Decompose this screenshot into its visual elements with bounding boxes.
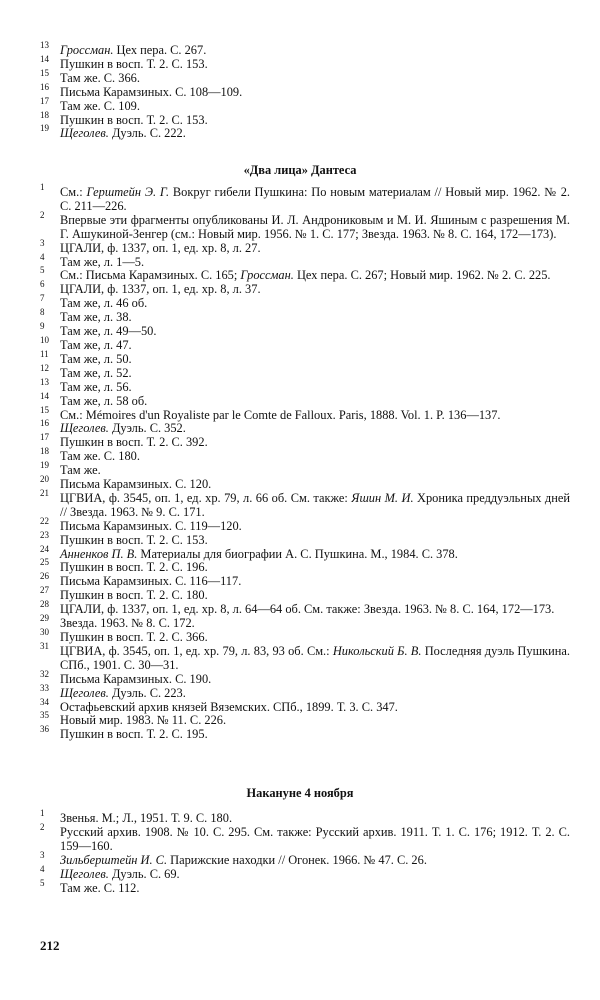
note-text-part: Письма Карамзиных. С. 108—109. (60, 84, 243, 99)
note-author-italic: Анненков П. В. (60, 546, 138, 561)
note-item (40, 334, 570, 353)
note-number: 4 (40, 863, 45, 874)
note-item (40, 474, 570, 492)
note-item (40, 81, 570, 100)
note-number: 18 (40, 446, 49, 457)
note-item (40, 53, 570, 72)
note-text-part: Пушкин в восп. Т. 2. С. 392. (60, 435, 208, 450)
note-number: 16 (40, 81, 49, 92)
note-text (60, 269, 570, 283)
note-text (60, 492, 570, 520)
note-item (40, 877, 570, 896)
note-text-part: Пушкин в восп. Т. 2. С. 180. (60, 588, 208, 603)
note-number: 19 (40, 123, 49, 134)
note-number: 27 (40, 585, 49, 596)
note-text-part: Звезда. 1963. № 8. С. 172. (60, 616, 195, 631)
note-text-part: Там же, л. 52. (60, 365, 132, 380)
note-text (60, 561, 570, 575)
notes-list-continued (40, 40, 570, 141)
note-number: 7 (40, 293, 45, 304)
note-author-italic: Зильберштейн И. С. (60, 852, 168, 867)
note-text-part: Остафьевский архив князей Вяземских. СПб., 1899. Т. 3. С. 347. (60, 699, 398, 714)
note-text (60, 631, 570, 645)
note-text-part: ЦГАЛИ, ф. 1337, оп. 1, ед. хр. 8, л. 37. (60, 282, 261, 297)
note-number: 26 (40, 571, 49, 582)
note-text (60, 100, 570, 114)
note-text-part: Пушкин в восп. Т. 2. С. 153. (60, 56, 208, 71)
note-item (40, 571, 570, 589)
note-number: 5 (40, 877, 45, 888)
note-item (40, 446, 570, 464)
note-item (40, 640, 571, 673)
note-text-part: Цех пера. С. 267; Новый мир. 1962. № 2. С. 225. (293, 268, 551, 283)
note-number: 25 (40, 557, 49, 568)
note-number: 6 (40, 279, 45, 290)
note-number: 19 (40, 460, 49, 471)
note-text (60, 645, 570, 673)
note-text (60, 534, 570, 548)
note-text-part: Там же, л. 58 об. (60, 393, 148, 408)
note-item (40, 418, 570, 436)
note-text-part: Дуэль. С. 69. (108, 866, 180, 881)
note-item (40, 585, 570, 603)
note-text (60, 478, 570, 492)
note-text-part: Дуэль. С. 222. (108, 126, 186, 141)
note-item (40, 599, 570, 617)
note-item (40, 863, 570, 882)
note-item (40, 348, 570, 367)
note-text (60, 72, 570, 86)
note-author-italic: Щеголев. (60, 685, 109, 700)
note-text (60, 812, 570, 826)
note-text (60, 381, 570, 395)
note-text-part: Там же, л. 46 об. (60, 296, 148, 311)
note-number: 29 (40, 613, 49, 624)
note-item (40, 724, 570, 742)
note-text (60, 325, 570, 339)
note-item (40, 543, 570, 562)
note-author-italic: Щеголев. (60, 126, 109, 141)
note-item (40, 432, 570, 450)
note-number: 15 (40, 404, 49, 415)
note-text (60, 297, 570, 311)
note-text-part: Парижские находки // Огонек. 1966. № 47. С. 26. (167, 852, 427, 867)
note-text (60, 548, 570, 562)
note-number: 3 (40, 237, 45, 248)
note-item (40, 265, 570, 283)
note-text-part: См.: (60, 185, 87, 199)
note-text-part: Там же, л. 56. (60, 379, 132, 394)
note-text (60, 367, 570, 381)
note-number: 17 (40, 95, 49, 106)
note-text (60, 127, 570, 141)
note-item (40, 849, 570, 868)
note-text (60, 714, 570, 728)
note-item (40, 821, 570, 854)
note-item (40, 321, 570, 339)
note-text (60, 311, 570, 325)
note-item (40, 362, 570, 381)
note-number: 4 (40, 251, 45, 262)
note-text (60, 214, 570, 242)
note-text-part: Там же, л. 47. (60, 337, 132, 352)
note-text (60, 283, 570, 297)
note-text (60, 701, 570, 715)
note-item (40, 182, 571, 214)
note-item (40, 390, 570, 409)
note-text-part: Там же, л. 1—5. (60, 254, 145, 269)
note-author-italic: Герштейн Э. Г. (86, 185, 170, 199)
note-item (40, 613, 570, 631)
note-text-part: ЦГАЛИ, ф. 1337, оп. 1, ед. хр. 8, л. 64—64 об. См. также: Звезда. 1963. № 8. С. 164, 172—173. (60, 602, 555, 617)
note-item (40, 529, 570, 548)
section-title-dantes: «Два лица» Дантеса (243, 163, 357, 177)
note-item (40, 696, 570, 715)
note-author-italic: Яшин М. И. (351, 490, 414, 505)
note-number: 10 (40, 334, 49, 345)
note-item (40, 209, 570, 242)
note-item (40, 460, 570, 478)
note-number: 35 (40, 710, 49, 721)
note-text (60, 882, 570, 896)
note-text (60, 464, 570, 478)
note-text-part: Впервые эти фрагменты опубликованы И. Л. Андрониковым и М. И. Яшиным с разрешения М. Г. Ашукиной-Зенгер (см.: Новый мир. 1956. № 1. С. 177; Звезда. 1963. № 8. С. 164, 172—173). (60, 212, 570, 241)
note-text (60, 242, 570, 256)
note-item (40, 109, 570, 128)
note-text (60, 422, 570, 436)
note-number: 13 (40, 40, 49, 50)
note-text (60, 395, 570, 409)
note-text-part: Пушкин в восп. Т. 2. С. 366. (60, 630, 208, 644)
note-text (60, 353, 570, 367)
note-text-part: Пушкин в восп. Т. 2. С. 196. (60, 560, 208, 575)
note-item (40, 67, 570, 86)
note-text (60, 436, 570, 450)
note-number: 28 (40, 599, 49, 610)
note-number: 33 (40, 682, 49, 693)
section-title-nakanune: Накануне 4 ноября (246, 786, 354, 800)
note-item (40, 557, 570, 575)
note-text (60, 450, 570, 464)
note-text-part: Там же. С. 109. (60, 98, 140, 113)
note-number: 23 (40, 529, 49, 540)
note-text-part: ЦГВИА, ф. 3545, оп. 1, ед. хр. 79, л. 66 об. См. также: (60, 490, 352, 505)
note-text-part: Письма Карамзиных. С. 116—117. (60, 574, 242, 589)
note-text-part: Письма Карамзиных. С. 190. (60, 671, 212, 686)
note-item (40, 251, 570, 270)
note-item (40, 682, 570, 701)
note-text-part: См.: Письма Карамзиных. С. 165; (60, 268, 241, 283)
note-number: 8 (40, 307, 45, 318)
note-text (60, 575, 570, 589)
note-number: 1 (40, 182, 45, 192)
note-item (40, 123, 570, 141)
notes-list-dantes (40, 182, 571, 742)
note-text-part: Хроника преддуэльных дней // Звезда. 1963. № 9. С. 171. (60, 490, 570, 519)
note-item (40, 293, 570, 311)
note-number: 22 (40, 515, 49, 526)
note-item (40, 487, 570, 520)
note-text-part: Пушкин в восп. Т. 2. С. 195. (60, 727, 208, 742)
note-number: 9 (40, 321, 45, 332)
note-number: 31 (40, 640, 49, 651)
note-number: 24 (40, 543, 49, 554)
page-number: 212 (40, 938, 60, 953)
note-item (40, 40, 570, 58)
note-number: 14 (40, 390, 49, 401)
note-text (60, 256, 570, 270)
note-text (60, 728, 570, 742)
note-item (40, 237, 570, 256)
note-text-part: Пушкин в восп. Т. 2. С. 153. (60, 112, 208, 127)
note-text (60, 114, 570, 128)
note-author-italic: Гроссман. (240, 268, 294, 283)
note-number: 30 (40, 627, 49, 637)
note-text-part: Русский архив. 1908. № 10. С. 295. См. также: Русский архив. 1911. Т. 1. С. 176; 1912. Т. 2. С. 159—160. (60, 824, 570, 853)
note-text-part: Дуэль. С. 352. (108, 421, 186, 436)
note-number: 2 (40, 209, 45, 220)
note-number: 15 (40, 67, 49, 78)
note-item (40, 710, 570, 728)
note-text-part: Вокруг гибели Пушкина: По новым материалам // Новый мир. 1962. № 2. С. 211—226. (60, 185, 571, 213)
note-text (60, 339, 570, 353)
note-text-part: Пушкин в восп. Т. 2. С. 153. (60, 532, 208, 547)
note-text (60, 603, 570, 617)
note-text (60, 854, 570, 868)
note-author-italic: Никольский Б. В. (332, 643, 422, 658)
note-text (60, 589, 570, 603)
note-text-part: Новый мир. 1983. № 11. С. 226. (60, 713, 227, 728)
note-text-part: Последняя дуэль Пушкина. СПб., 1901. С. 30—31. (60, 643, 571, 672)
note-text-part: Материалы для биографии А. С. Пушкина. М., 1984. С. 378. (137, 546, 458, 561)
note-text-part: Звенья. М.; Л., 1951. Т. 9. С. 180. (60, 811, 233, 825)
note-number: 32 (40, 668, 49, 679)
note-text-part: Там же. С. 366. (60, 70, 140, 85)
note-number: 5 (40, 265, 45, 276)
note-text-part: ЦГВИА, ф. 3545, оп. 1, ед. хр. 79, л. 83, 93 об. См.: (60, 643, 333, 658)
note-item (40, 307, 570, 325)
note-text-part: Там же, л. 38. (60, 310, 132, 325)
note-author-italic: Гроссман. (60, 43, 114, 57)
note-item (40, 376, 570, 395)
note-text (60, 673, 570, 687)
note-text-part: Там же. С. 112. (60, 880, 140, 895)
note-text-part: Письма Карамзиных. С. 120. (60, 477, 212, 492)
note-number: 11 (40, 348, 49, 359)
note-text-part: Цех пера. С. 267. (113, 43, 207, 57)
note-text (60, 44, 570, 58)
note-number: 3 (40, 849, 45, 860)
note-item (40, 279, 570, 297)
note-text-part: ЦГАЛИ, ф. 1337, оп. 1, ед. хр. 8, л. 27. (60, 240, 261, 255)
note-number: 13 (40, 376, 49, 387)
note-item (40, 627, 570, 645)
note-number: 20 (40, 474, 49, 485)
note-text-part: Там же. С. 180. (60, 449, 140, 464)
note-text-part: Письма Карамзиных. С. 119—120. (60, 518, 242, 533)
note-number: 34 (40, 696, 49, 707)
note-item (40, 404, 570, 423)
note-item (40, 515, 570, 534)
note-item (40, 95, 570, 114)
note-text-part: Там же. (60, 463, 101, 478)
note-text-part: Там же, л. 50. (60, 351, 132, 366)
note-number: 2 (40, 821, 45, 832)
note-number: 12 (40, 362, 49, 373)
note-number: 21 (40, 487, 49, 498)
note-number: 14 (40, 53, 49, 64)
note-text (60, 617, 570, 631)
note-item (40, 668, 570, 687)
note-text-part: Там же, л. 49—50. (60, 324, 157, 339)
note-text (60, 687, 570, 701)
note-text-part: См.: Mémoires d'un Royaliste par le Comte de Falloux. Paris, 1888. Vol. 1. P. 136—137. (60, 407, 501, 422)
note-text (60, 520, 570, 534)
note-text (60, 409, 570, 423)
note-text-part: Дуэль. С. 223. (108, 685, 186, 700)
note-number: 36 (40, 724, 49, 735)
note-text (60, 58, 570, 72)
note-text (60, 868, 570, 882)
notes-list-nakanune (40, 808, 570, 895)
note-text (60, 86, 570, 100)
note-number: 17 (40, 432, 49, 443)
note-text (60, 826, 570, 854)
note-number: 18 (40, 109, 49, 120)
note-number: 1 (40, 808, 45, 818)
note-author-italic: Щеголев. (60, 421, 109, 436)
note-author-italic: Щеголев. (60, 866, 109, 881)
note-item (40, 808, 570, 826)
note-text (60, 186, 570, 214)
note-number: 16 (40, 418, 49, 429)
